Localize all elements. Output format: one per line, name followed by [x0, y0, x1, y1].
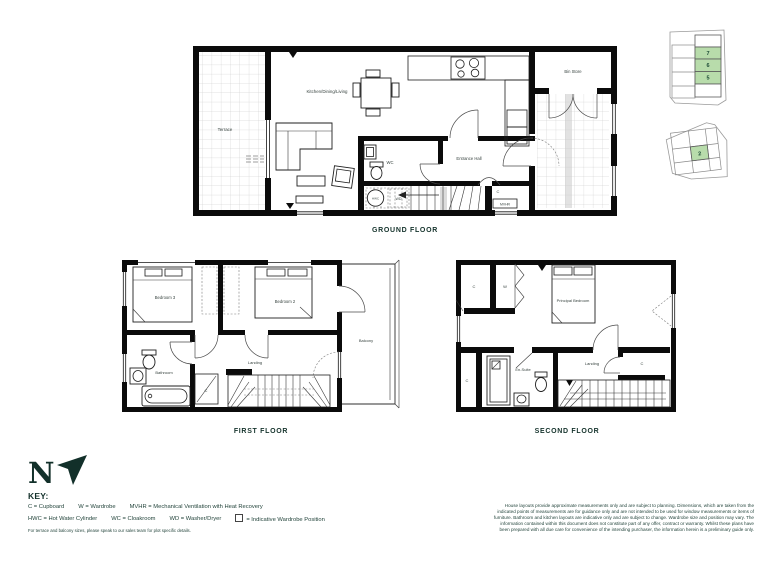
- landing-label: Landing: [584, 361, 600, 366]
- plot-number: 5: [706, 75, 710, 82]
- site-plan-location: [658, 120, 758, 195]
- balcony-label: Balcony: [358, 338, 374, 343]
- sofa: [276, 123, 332, 170]
- indicative-wardrobe-text: = Indicative Wardrobe Position: [246, 517, 325, 523]
- key-item-wc: WC = Cloakroom: [111, 515, 156, 522]
- key-item-wardrobe: W = Wardrobe: [78, 504, 116, 510]
- first-floor-plan: [118, 256, 404, 416]
- kitchen-units: [408, 56, 529, 146]
- cupboard-label: C: [204, 388, 208, 393]
- second-floor-title: SECOND FLOOR: [534, 428, 600, 435]
- ground-floor-plan: [193, 46, 617, 222]
- key-title: KEY:: [28, 491, 49, 501]
- ensuite-fixtures: [487, 356, 547, 406]
- bathroom-fixtures: [130, 350, 190, 406]
- wd-label: WD: [395, 197, 402, 201]
- second-staircase: [558, 380, 670, 407]
- indicative-wardrobe: [224, 267, 239, 314]
- armchair: [332, 166, 355, 189]
- side-path-tiles: [537, 94, 609, 208]
- key-item-hwc: HWC = Hot Water Cylinder: [28, 515, 98, 522]
- key-item-wd: WD = Washer/Dryer: [169, 515, 222, 522]
- cupboard-label: C: [496, 189, 500, 194]
- disclaimer-text: House layouts provide approximate measurements only and are subject to planning. Dimensions, which are taken from the indicated points of measurements are for guidance only and are not intended to be used for window measurements or items of furniture. Bathroom and kitchen layouts are indicative only and are subject to change. Wardrobe size and position may vary. The information contained within this document does not constitute part of any offer, contract or warranty. Whilst these plans have been prepared with all due care for convenience of the intending purchaser, the information herein is a preliminary guide only.: [493, 503, 754, 533]
- dining-table: [353, 70, 399, 116]
- entrance-hall-label: Entrance Hall: [456, 156, 482, 161]
- bedroom2-label: Bedroom 2: [274, 299, 296, 304]
- bed-principal: [552, 265, 595, 323]
- key-row-2: [28, 514, 325, 523]
- key-row-1: [28, 504, 263, 510]
- principal-bedroom-label: Principal Bedroom: [556, 298, 590, 303]
- bed-bedroom2: [255, 267, 312, 318]
- wc-label: WC: [386, 160, 394, 165]
- cupboard-label: C: [472, 284, 476, 289]
- plot-number: 2: [697, 151, 702, 158]
- bin-store-label: Bin Store: [564, 69, 582, 74]
- mvhr-cupboard: [493, 189, 517, 208]
- wc-fixtures: [364, 145, 383, 180]
- first-floor-title: FIRST FLOOR: [233, 428, 289, 435]
- balcony: [342, 260, 399, 408]
- terrace-glazing: [267, 120, 270, 178]
- first-staircase: [228, 375, 330, 407]
- sideboard: [296, 196, 323, 203]
- key-item-indicative-wardrobe: [235, 514, 325, 523]
- plot-number: 7: [706, 51, 710, 57]
- indicative-wardrobe: [202, 267, 217, 314]
- cupboard-label: C: [465, 378, 469, 383]
- plot-number: 6: [706, 63, 710, 69]
- terrace-balcony-note: For terrace and balcony sizes, please speak to our sales team for plot specific details.: [28, 528, 191, 533]
- bathroom-label: Bathroom: [155, 370, 173, 375]
- wardrobe-label: W: [503, 284, 507, 289]
- second-floor-plan: [452, 256, 682, 416]
- ground-staircase: [366, 186, 481, 210]
- terrace-label: Terrace: [217, 127, 233, 132]
- hwc-label: HWC: [371, 196, 380, 201]
- ensuite-label: En-Suite: [515, 367, 531, 372]
- site-plan-block: [655, 28, 750, 113]
- north-arrow: [27, 449, 91, 489]
- coffee-table: [297, 176, 325, 186]
- north-needle-icon: [57, 455, 87, 485]
- ground-floor-title: GROUND FLOOR: [372, 227, 438, 234]
- mvhr-label: MVHR: [500, 202, 510, 207]
- cupboard-label: C: [640, 361, 644, 366]
- landing-label: Landing: [247, 360, 263, 365]
- key-item-mvhr: MVHR = Mechanical Ventilation with Heat Recovery: [129, 504, 263, 510]
- first-cupboard: [195, 374, 218, 404]
- kitchen-label: Kitchen/Dining/Living: [306, 89, 348, 94]
- indicative-wardrobe-icon: [235, 514, 243, 522]
- key-item-cupboard: C = Cupboard: [28, 504, 65, 510]
- bedroom3-label: Bedroom 3: [154, 295, 176, 300]
- north-label: N: [28, 456, 55, 489]
